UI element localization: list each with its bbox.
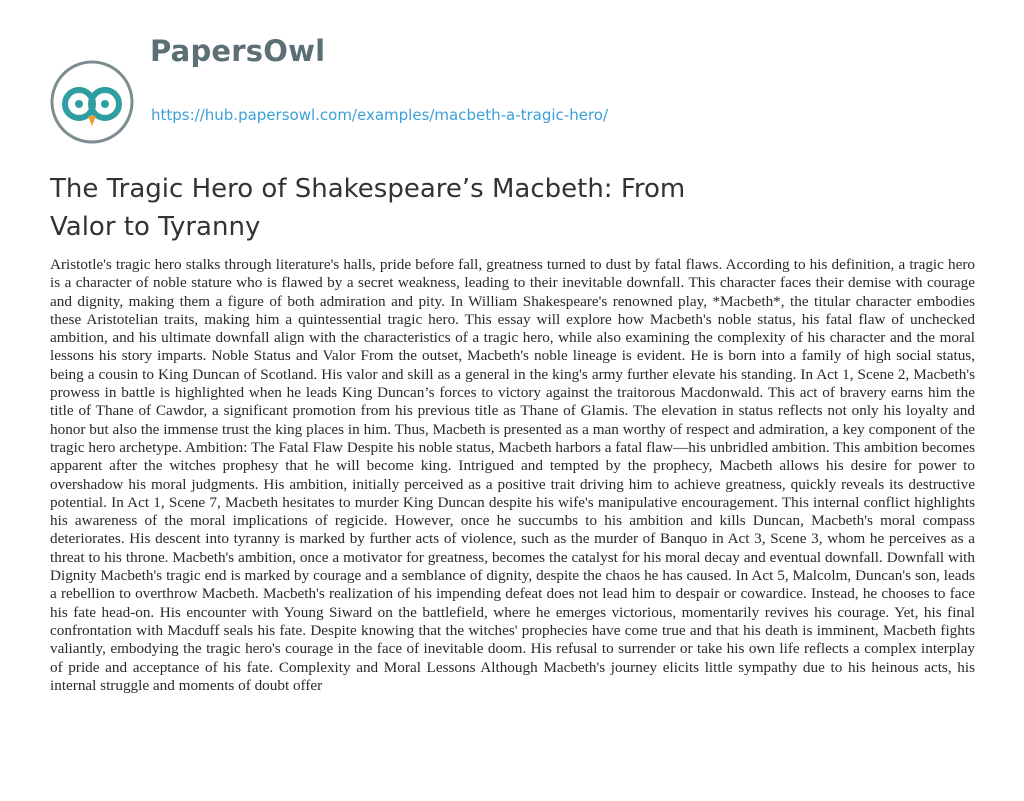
essay-body: Aristotle's tragic hero stalks through literature's halls, pride before fall, greatness turned to dust by fatal flaws. According to his definition, a tragic hero is a character of noble stature who is flawed by a secret weakness, leading to their inevitable downfall. This character faces their demise with courage and dignity, making them a figure of both admiration and pity. In William Shakespeare's renowned play, *Macbeth*, the titular character embodies these Aristotelian traits, making him a quintessential tragic hero. This essay will explore how Macbeth's noble status, his fatal flaw of unchecked ambition, and his ultimate downfall align with the characteristics of a tragic hero, while also examining the complexity of his character and the moral lessons his story imparts. Noble Status and Valor From the outset, Macbeth's noble lineage is evident. He is born into a family of high social status, being a cousin to King Duncan of Scotland. His valor and skill as a general in the king's army further elevate his standing. In Act 1, Scene 2, Macbeth's prowess in battle is highlighted when he leads King Duncan’s forces to victory against the traitorous Macdonwald. This act of bravery earns him the title of Thane of Cawdor, a significant promotion from his previous title as Thane of Glamis. The elevation in status reflects not only his loyalty and honor but also the immense trust the king places in him. Thus, Macbeth is presented as a man worthy of respect and admiration, a key component of the tragic hero archetype. Ambition: The Fatal Flaw Despite his noble status, Macbeth harbors a fatal flaw—his unbridled ambition. This ambition becomes apparent after the witches prophesy that he will become king. Intrigued and tempted by the prophecy, Macbeth allows his desire for power to overshadow his moral judgments. His ambition, initially perceived as a positive trait driving him to achieve greatness, quickly reveals its destructive potential. In Act 1, Scene 7, Macbeth hesitates to murder King Duncan despite his wife's manipulative encouragement. This internal conflict highlights his awareness of the moral implications of regicide. However, once he succumbs to his ambition and kills Duncan, Macbeth's moral compass deteriorates. His descent into tyranny is marked by further acts of violence, such as the murder of Banquo in Act 3, Scene 3, whom he perceives as a threat to his throne. Macbeth's ambition, once a motivator for greatness, becomes the catalyst for his moral decay and eventual downfall. Downfall with Dignity Macbeth's tragic end is marked by courage and a semblance of dignity, despite the chaos he has caused. In Act 5, Malcolm, Duncan's son, leads a rebellion to overthrow Macbeth. Macbeth's realization of his impending defeat does not lead him to despair or cowardice. Instead, he chooses to face his fate head-on. His encounter with Young Siward on the battlefield, where he emerges victorious, momentarily revives his courage. Yet, his final confrontation with Macduff seals his fate. Despite knowing that the witches' prophecies have come true and that his death is imminent, Macbeth fights valiantly, embodying the tragic hero's courage in the face of inevitable doom. His refusal to surrender or take his own life reflects a complex interplay of pride and acceptance of his fate. Complexity and Moral Lessons Although Macbeth's journey elicits little sympathy due to his heinous acts, his internal struggle and moments of doubt offer	[50, 256, 975, 694]
essay-title: The Tragic Hero of Shakespeare’s Macbeth: From Valor to Tyranny	[50, 174, 686, 242]
source-url-link[interactable]: https://hub.papersowl.com/examples/macbeth-a-tragic-hero/	[151, 106, 609, 124]
brand-name[interactable]: PapersOwl	[150, 34, 326, 68]
owl-logo-icon[interactable]	[50, 60, 134, 144]
site-header	[50, 34, 950, 134]
